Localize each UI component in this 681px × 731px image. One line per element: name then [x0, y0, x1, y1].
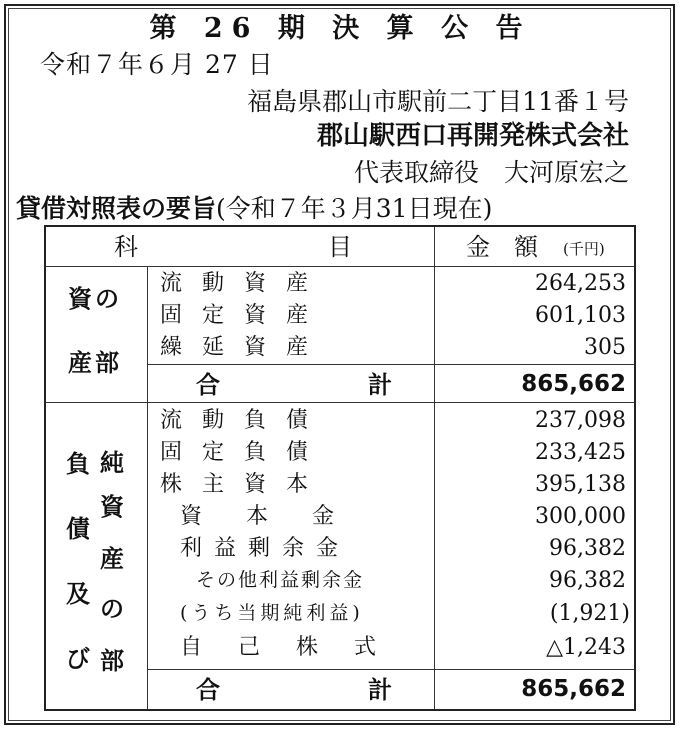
liability-total-right: 計	[368, 676, 392, 704]
liability-total-left: 合	[196, 676, 220, 704]
asset-row-label: 固定資産	[160, 303, 329, 328]
liability-row-value: 237,098	[535, 408, 626, 433]
liability-row-value: 96,382	[549, 568, 626, 593]
header-subject-left: 科	[114, 233, 138, 261]
asset-total-left: 合	[196, 371, 220, 399]
liability-row-value: 300,000	[535, 504, 626, 529]
liability-row-value: △1,243	[546, 635, 626, 660]
liability-total-value: 865,662	[521, 676, 626, 702]
liab-label-char: 債	[66, 515, 90, 543]
liab-label-char: の	[100, 595, 124, 623]
representative: 代表取締役 大河原宏之	[353, 158, 629, 187]
section-divider	[46, 402, 634, 403]
asset-row-value: 601,103	[535, 303, 626, 328]
asset-row-label: 繰延資産	[160, 335, 329, 360]
liab-label-char: 負	[66, 450, 90, 478]
assets-section-label-2: 産部	[68, 349, 122, 377]
liability-row-value: 233,425	[535, 440, 626, 465]
notice-title: 第 26 期 決 算 公 告	[149, 13, 532, 44]
amount-column-divider	[434, 227, 435, 709]
liability-row-value: (1,921)	[549, 601, 630, 626]
notice-date: 令和７年６月 27 日	[40, 50, 274, 79]
liability-row-value: 96,382	[549, 536, 626, 561]
liability-row-label: 株主資本	[160, 472, 329, 497]
asset-row-value: 264,253	[535, 271, 626, 296]
asset-row-value: 305	[584, 335, 626, 360]
header-subject-right: 目	[328, 233, 352, 261]
liab-label-char: 及	[66, 580, 90, 608]
company-name: 郡山駅西口再開発株式会社	[316, 121, 629, 151]
balance-sheet-table	[44, 225, 636, 711]
liab-label-char: 部	[100, 647, 124, 675]
liab-label-char: 純	[100, 449, 124, 477]
asset-total-topline	[147, 364, 634, 365]
summary-label: 貸借対照表の要旨	[16, 194, 217, 223]
header-unit: (千円)	[563, 240, 605, 258]
asset-total-right: 計	[368, 371, 392, 399]
assets-section-label-1: 資の	[68, 285, 122, 313]
liability-total-topline	[147, 669, 634, 670]
asset-row-label: 流動資産	[160, 271, 329, 296]
liab-label-char: び	[66, 645, 90, 673]
liability-row-label: (うち当期純利益)	[180, 602, 364, 624]
liability-row-label: 自己株式	[180, 635, 413, 660]
liability-row-label: 流動負債	[160, 408, 329, 433]
liability-row-label: 利益剰余金	[180, 536, 351, 561]
liability-row-label: 資本金	[180, 504, 379, 529]
liability-row-label: その他利益剰余金	[196, 569, 365, 591]
section-column-divider	[147, 266, 148, 709]
liab-label-char: 資	[100, 493, 124, 521]
liability-row-value: 395,138	[535, 472, 626, 497]
liability-row-label: 固定負債	[160, 440, 329, 465]
balance-sheet-heading	[16, 196, 492, 221]
asset-total-value: 865,662	[521, 371, 626, 397]
liab-label-char: 産	[100, 545, 124, 573]
company-address: 福島県郡山市駅前二丁目11番１号	[247, 87, 629, 116]
header-divider	[46, 266, 634, 267]
header-amount: 金 額	[466, 233, 538, 261]
summary-date: (令和７年３月31日現在)	[216, 194, 493, 223]
